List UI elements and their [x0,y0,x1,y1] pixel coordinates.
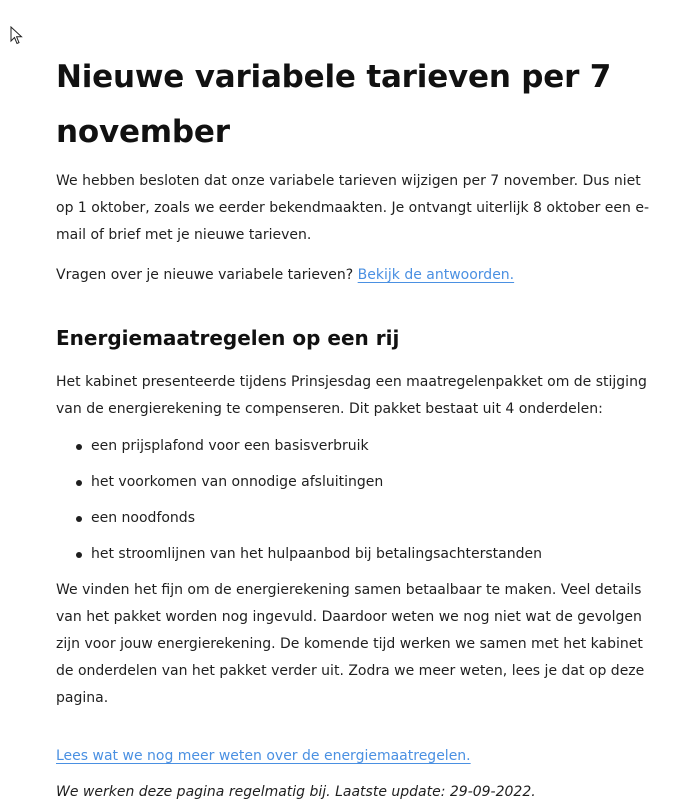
bullet-icon [76,552,82,558]
list-item [56,505,656,532]
update-note: We werken deze pagina regelmatig bij. Laatste update: 29-09-2022. [56,784,536,800]
bullet-icon [76,480,82,486]
list-item [56,469,656,496]
bullet-icon [76,444,82,450]
list-item [56,541,656,568]
bullet-icon [76,516,82,522]
page-title: Nieuwe variabele tarieven per 7 november [56,59,612,150]
list-item-text: een prijsplafond voor een basisverbruik [91,438,369,454]
details-paragraph: We vinden het fijn om de energierekening samen betaalbaar te maken. Veel details van het pakket worden nog ingevuld. Daardoor weten we nog niet wat de gevolgen zijn voor jouw energierekening. De komende tijd werken we samen met het kabinet de onderdelen van het pakket verder uit. Zodra we meer weten, lees je dat op deze pagina. [56,582,645,706]
measures-heading: Energiemaatregelen op een rij [56,326,400,350]
intro-paragraph: We hebben besloten dat onze variabele tarieven wijzigen per 7 november. Dus niet op 1 oktober, zoals we eerder bekendmaakten. Je ontvangt uiterlijk 8 oktober een e-mail of brief met je nieuwe tarieven. [56,173,650,243]
list-item-text: een noodfonds [91,510,195,526]
question-text: Vragen over je nieuwe variabele tarieven? [56,267,358,283]
answers-link[interactable]: Bekijk de antwoorden. [357,267,515,283]
list-item-text: het stroomlijnen van het hulpaanbod bij betalingsachterstanden [91,546,542,562]
mouse-pointer-icon [10,26,24,46]
article [56,50,656,800]
list-item-text: het voorkomen van onnodige afsluitingen [91,474,384,490]
list-item [56,433,656,460]
more-link-paragraph [56,743,656,770]
more-info-link[interactable]: Lees wat we nog meer weten over de energiemaatregelen. [56,748,471,764]
question-paragraph [56,262,656,289]
measures-intro-paragraph: Het kabinet presenteerde tijdens Prinsjesdag een maatregelenpakket om de stijging van de energierekening te compenseren. Dit pakket bestaat uit 4 onderdelen: [56,374,647,417]
measures-list [56,433,656,568]
